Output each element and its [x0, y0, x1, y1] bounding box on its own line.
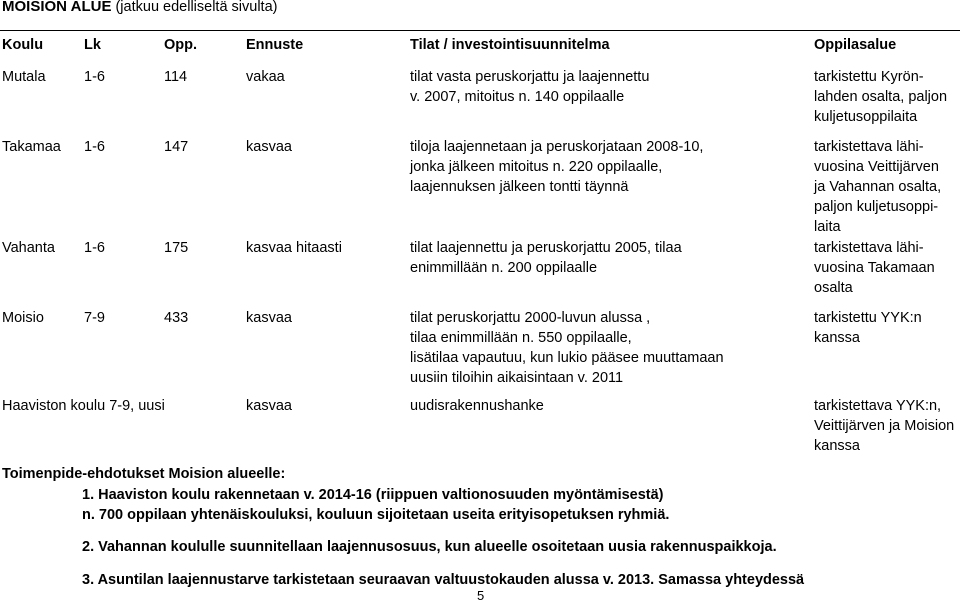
cell-lk: 1-6	[84, 69, 105, 85]
header-tilat: Tilat / investointisuunnitelma	[410, 37, 610, 53]
proposals-heading: Toimenpide-ehdotukset Moision alueelle:	[2, 466, 286, 482]
page-title-rest: (jatkuu edelliseltä sivulta)	[111, 0, 278, 15]
cell-lk: 7-9	[84, 310, 105, 326]
header-ennuste: Ennuste	[246, 37, 304, 53]
cell-ennuste: kasvaa	[246, 310, 292, 326]
cell-lk: 1-6	[84, 240, 105, 256]
cell-opp: 114	[164, 69, 188, 85]
cell-koulu: Vahanta	[2, 240, 55, 256]
header-lk: Lk	[84, 37, 101, 53]
page-title-bold: MOISION ALUE	[2, 0, 112, 15]
cell-oppilasalue: tarkistettava lähi- vuosina Veittijärven ja Vahannan osalta, paljon kuljetusoppi- laita	[814, 139, 942, 235]
cell-lk: 1-6	[84, 139, 105, 155]
cell-opp: 175	[164, 240, 189, 256]
cell-ennuste: kasvaa	[246, 398, 292, 414]
cell-ennuste: vakaa	[246, 69, 285, 85]
cell-koulu: Takamaa	[2, 139, 61, 155]
cell-tilat: tiloja laajennetaan ja peruskorjataan 2008-10, jonka jälkeen mitoitus n. 220 oppilaalle, laajennuksen jälkeen tontti täynnä	[410, 139, 704, 195]
cell-oppilasalue: tarkistettu Kyrön- lahden osalta, paljon kuljetusoppilaita	[814, 69, 948, 125]
proposal-item-2: 2. Vahannan koululle suunnitellaan laajennusosuus, kun alueelle osoitetaan uusia rakennuspaikkoja.	[82, 539, 777, 555]
cell-opp: 147	[164, 139, 189, 155]
cell-tilat: tilat vasta peruskorjattu ja laajennettu v. 2007, mitoitus n. 140 oppilaalle	[410, 69, 650, 105]
cell-koulu: Haaviston koulu 7-9, uusi	[2, 398, 165, 414]
page-title	[2, 0, 277, 17]
cell-tilat: uudisrakennushanke	[410, 398, 544, 414]
cell-oppilasalue: tarkistettava YYK:n, Veittijärven ja Moision kanssa	[814, 398, 955, 454]
cell-opp: 433	[164, 310, 189, 326]
title-underline	[0, 30, 960, 31]
cell-tilat: tilat peruskorjattu 2000-luvun alussa , tilaa enimmillään n. 550 oppilaalle, lisätilaa vapautuu, kun lukio pääsee muuttamaan uusiin tiloihin aikaisintaan v. 2011	[410, 310, 724, 386]
cell-oppilasalue: tarkistettava lähi- vuosina Takamaan osalta	[814, 240, 935, 296]
header-koulu: Koulu	[2, 37, 44, 53]
cell-tilat: tilat laajennettu ja peruskorjattu 2005, tilaa enimmillään n. 200 oppilaalle	[410, 240, 682, 276]
cell-oppilasalue: tarkistettu YYK:n kanssa	[814, 310, 922, 346]
header-oppilasalue: Oppilasalue	[814, 37, 897, 53]
cell-ennuste: kasvaa hitaasti	[246, 240, 342, 256]
cell-koulu: Moisio	[2, 310, 44, 326]
cell-ennuste: kasvaa	[246, 139, 292, 155]
proposal-item-1: 1. Haaviston koulu rakennetaan v. 2014-16 (riippuen valtionosuuden myöntämisestä) n. 700 oppilaan yhtenäiskouluksi, kouluun sijoitetaan useita erityisopetuksen ryhmiä.	[82, 487, 670, 523]
header-opp: Opp.	[164, 37, 198, 53]
page-number: 5	[477, 588, 485, 603]
cell-koulu: Mutala	[2, 69, 46, 85]
proposal-item-3: 3. Asuntilan laajennustarve tarkistetaan seuraavan valtuustokauden alussa v. 2013. Samassa yhteydessä	[82, 572, 805, 588]
